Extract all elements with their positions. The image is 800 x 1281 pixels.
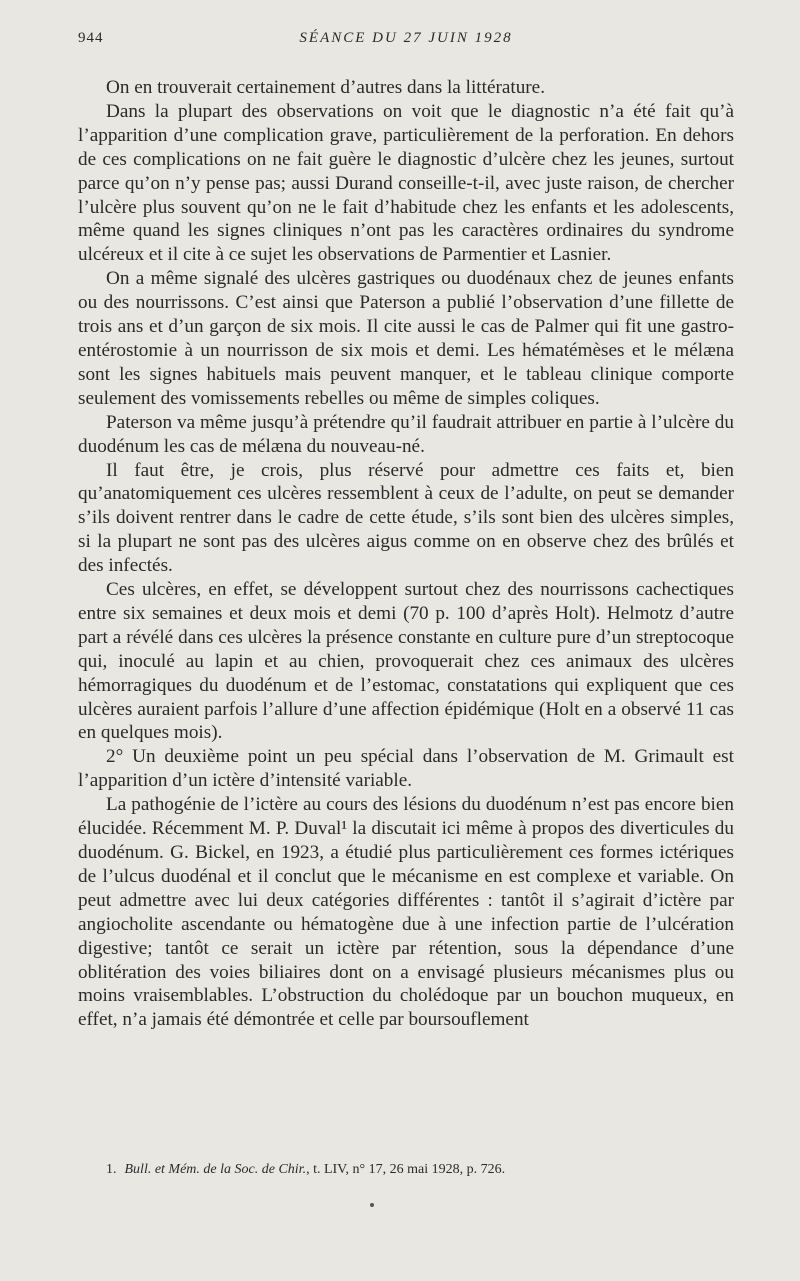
paragraph: 2° Un deuxième point un peu spécial dans l’observation de M. Grimault est l’apparition d’un ictère d’intensité variable.	[78, 746, 734, 792]
print-speck	[370, 1203, 374, 1207]
body-text	[78, 76, 734, 1032]
footnote-number: 1.	[106, 1162, 117, 1177]
footnote-details: , t. LIV, n° 17, 26 mai 1928, p. 726.	[306, 1162, 506, 1177]
running-title: SÉANCE DU 27 JUIN 1928	[299, 30, 513, 46]
footnote	[78, 1161, 734, 1179]
paragraph: La pathogénie de l’ictère au cours des lésions du duodénum n’est pas encore bien élucidée. Récemment M. P. Duval¹ la discutait ici même à propos des diverticules du duodénum. G. Bickel, en 1923, a étudié plus particulièrement ces formes ictériques de l’ulcus duodénal et il conclut que le mécanisme en est complexe et variable. On peut admettre avec lui deux catégories différentes : tantôt il s’agirait d’ictère par angiocholite ascendante ou hématogène due à une infection partie de l’ulcération digestive; tantôt ce serait un ictère par rétention, sous la dépendance d’une oblitération des voies biliaires dont on a envisagé plusieurs mécanismes plus ou moins vraisemblables. L’obstruction du cholédoque par un bouchon muqueux, en effet, n’a jamais été démontrée et celle par boursouflement	[78, 794, 734, 1031]
paragraph: Il faut être, je crois, plus réservé pour admettre ces faits et, bien qu’anatomiquement ces ulcères ressemblent à ceux de l’adulte, on peut se demander s’ils doivent rentrer dans le cadre de cette étude, s’ils sont bien des ulcères simples, si la plupart ne sont pas des ulcères aigus comme on en observe chez des brûlés et des infectés.	[78, 459, 734, 577]
paragraph: Ces ulcères, en effet, se développent surtout chez des nourrissons cachectiques entre six semaines et deux mois et demi (70 p. 100 d’après Holt). Helmotz d’autre part a révélé dans ces ulcères la présence constante en culture pure d’un streptocoque qui, inoculé au lapin et au chien, provoquerait chez ces animaux des ulcères hémorragiques du duodénum et de l’estomac, constatations qui expliquent que ces ulcères auraient parfois l’allure d’une affection épidémique (Holt en a observé 11 cas en quelques mois).	[78, 579, 734, 744]
paragraph: On a même signalé des ulcères gastriques ou duodénaux chez de jeunes enfants ou des nourrissons. C’est ainsi que Paterson a publié l’observation d’une fillette de trois ans et d’un garçon de six mois. Il cite aussi le cas de Palmer qui fit une gastro-entérostomie à un nourrisson de six mois et demi. Les hématémèses et le mélæna sont les signes habituels mais peuvent manquer, et le tableau clinique comporte seulement des vomissements rebelles ou même de simples coliques.	[78, 268, 734, 409]
paragraph: Paterson va même jusqu’à prétendre qu’il faudrait attribuer en partie à l’ulcère du duodénum les cas de mélæna du nouveau-né.	[78, 411, 734, 457]
paragraph: Dans la plupart des observations on voit que le diagnostic n’a été fait qu’à l’apparition d’une complication grave, particulièrement de la perforation. En dehors de ces complications on ne fait guère le diagnostic d’ulcère chez les jeunes, surtout parce qu’on n’y pense pas; aussi Durand conseille-t-il, avec juste raison, de chercher l’ulcère plus souvent qu’on ne le fait d’habitude chez les enfants et les adolescents, même quand les signes cliniques n’ont pas les caractères ordinaires du syndrome ulcéreux et il cite à ce sujet les observations de Parmentier et Lasnier.	[78, 100, 734, 266]
paragraph: On en trouverait certainement d’autres dans la littérature.	[106, 77, 545, 98]
footnote-source: Bull. et Mém. de la Soc. de Chir.	[124, 1162, 307, 1177]
page-header	[78, 30, 734, 54]
page-number: 944	[78, 30, 104, 46]
